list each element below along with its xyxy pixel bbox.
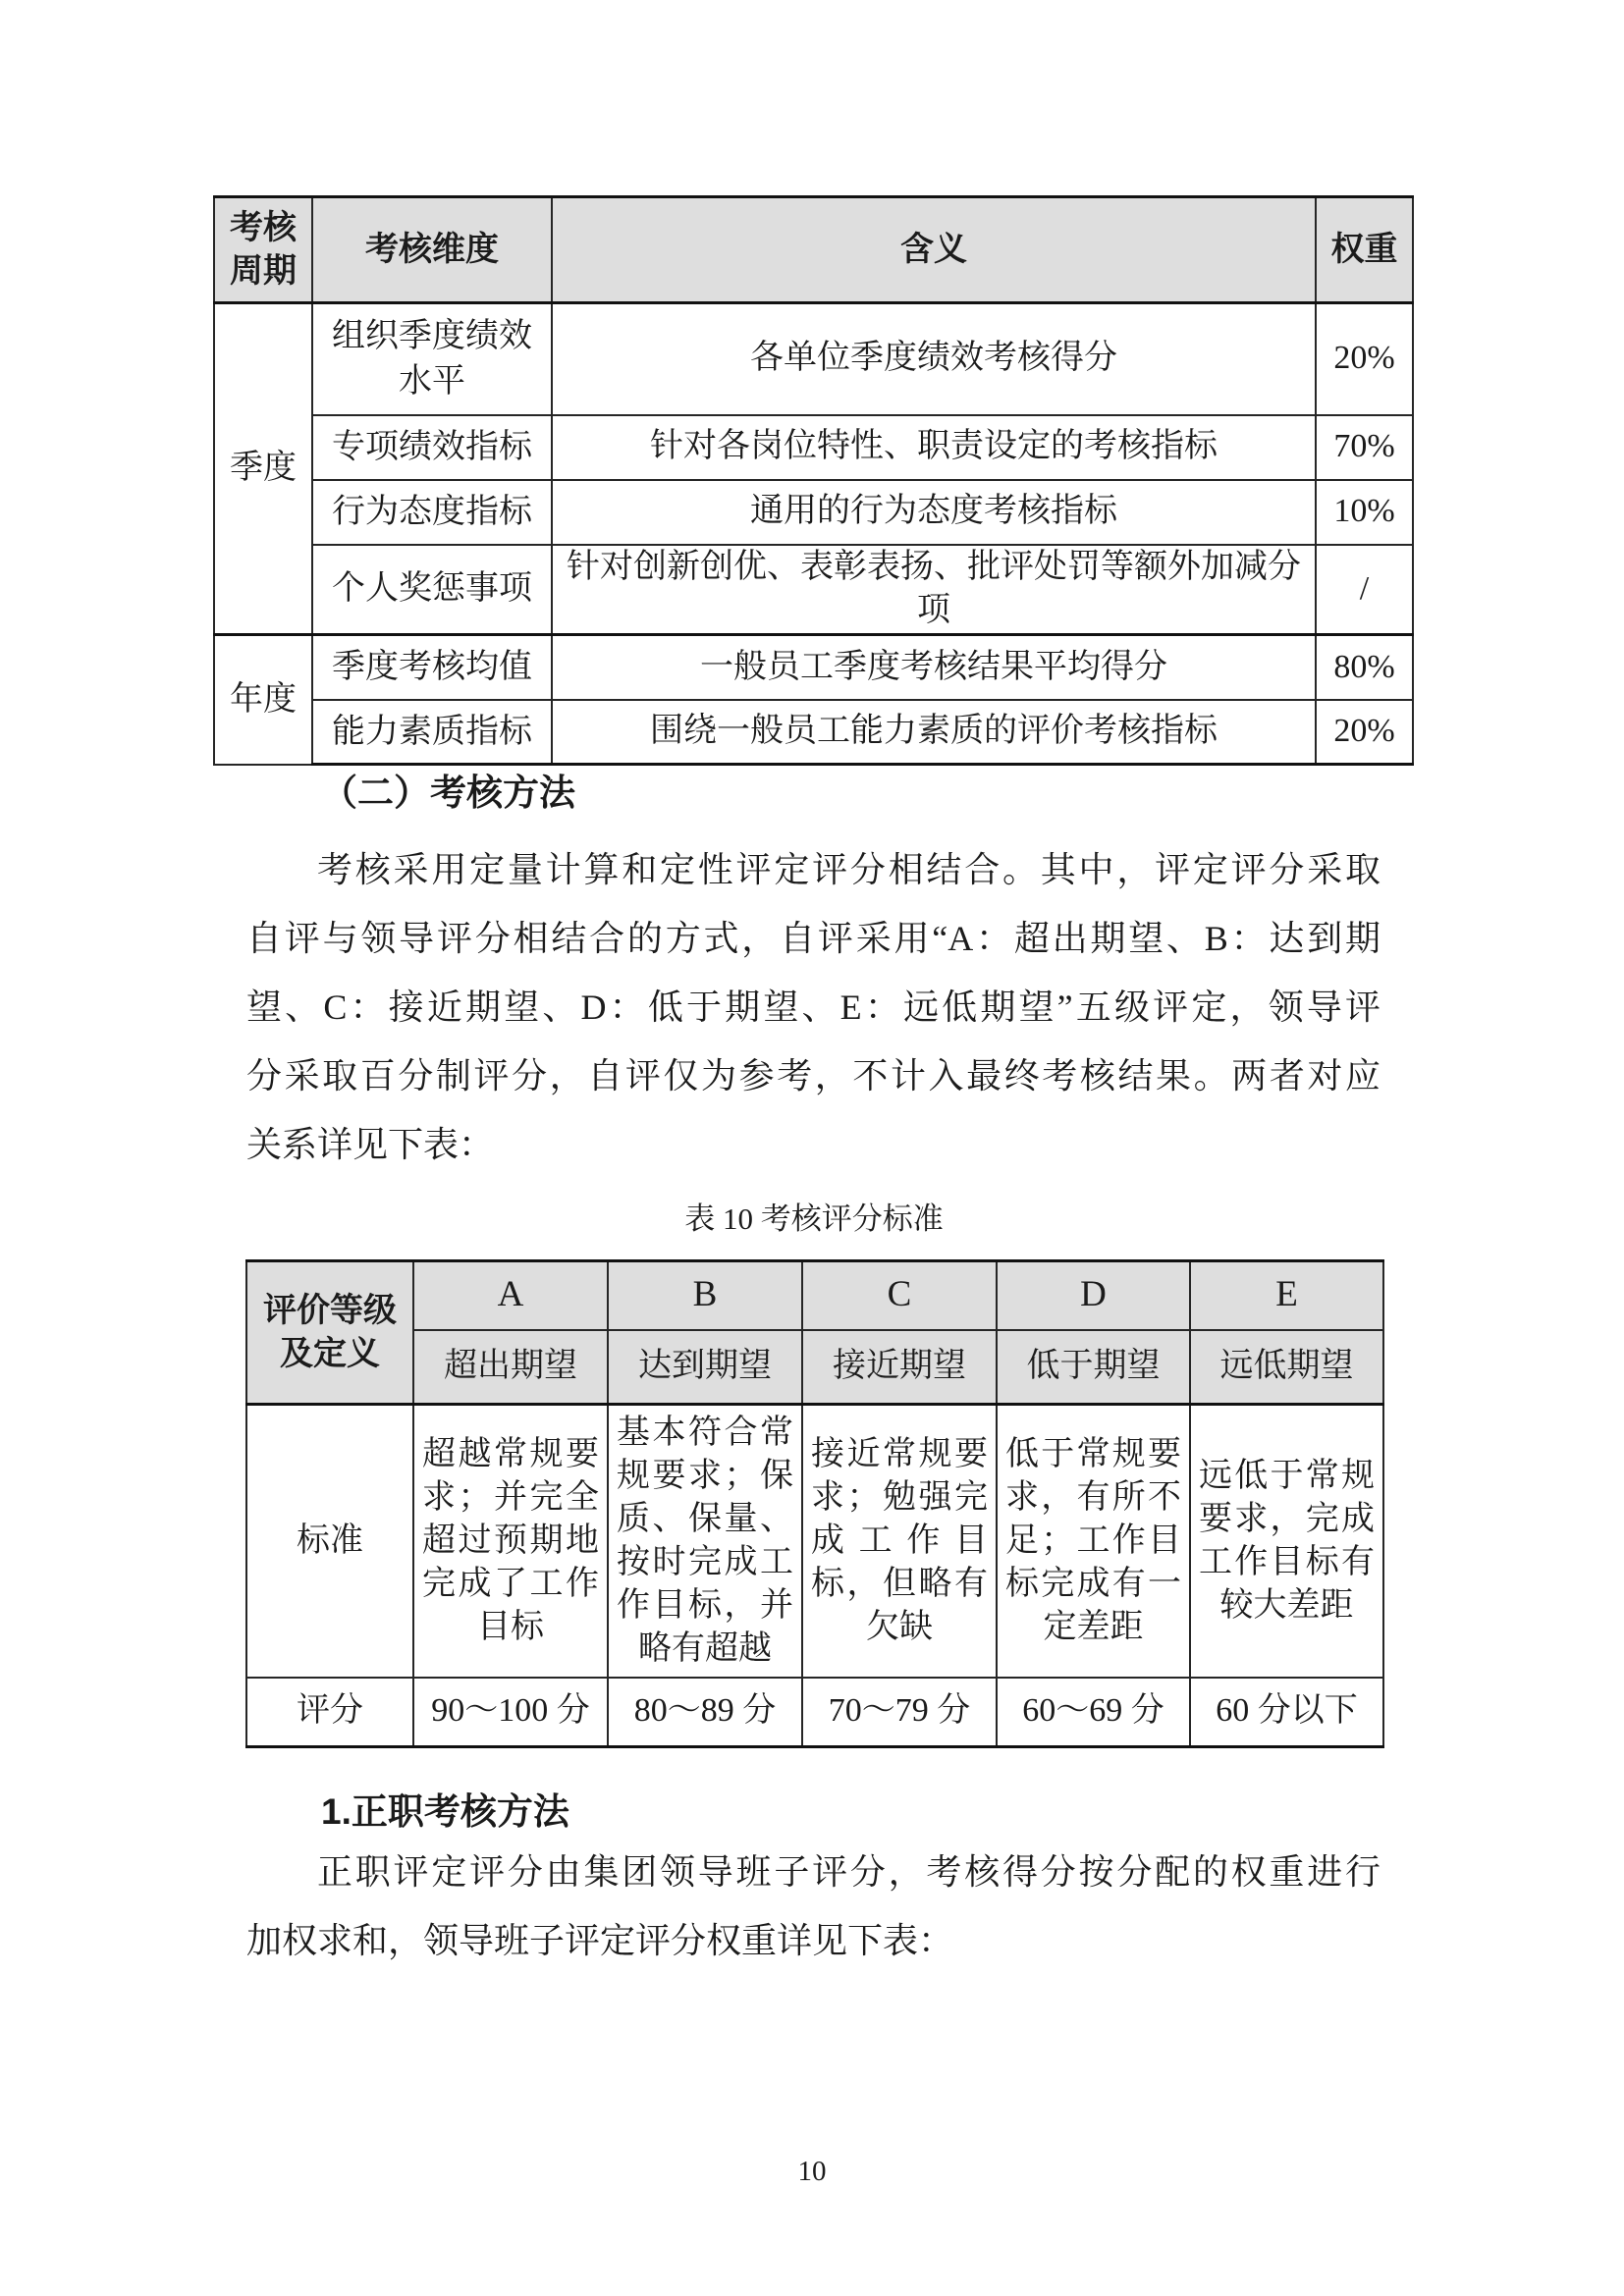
meaning-cell: 围绕一般员工能力素质的评价考核指标 bbox=[552, 700, 1316, 765]
table-row bbox=[214, 635, 1413, 700]
weight-cell: 80% bbox=[1316, 635, 1413, 700]
assessment-dimension-table bbox=[213, 195, 1414, 766]
grade-def-cell: 低于期望 bbox=[997, 1330, 1190, 1405]
page-number: 10 bbox=[797, 2156, 827, 2187]
cycle-quarter-cell: 季度 bbox=[214, 303, 312, 635]
table-row bbox=[214, 480, 1413, 545]
table-row bbox=[214, 415, 1413, 480]
grade-cell: B bbox=[608, 1261, 802, 1330]
paragraph-line: 考核采用定量计算和定性评定评分相结合。其中，评定评分采取 bbox=[317, 850, 1380, 889]
paragraph-line: 加权求和，领导班子评定评分权重详见下表： bbox=[246, 1921, 954, 1960]
header-meaning: 含义 bbox=[552, 197, 1316, 303]
table-row bbox=[214, 545, 1413, 635]
cycle-year-cell: 年度 bbox=[214, 635, 312, 765]
score-row bbox=[246, 1678, 1383, 1746]
score-cell: 60～69 分 bbox=[997, 1678, 1190, 1746]
dimension-cell: 能力素质指标 bbox=[312, 700, 552, 765]
weight-cell: 20% bbox=[1316, 303, 1413, 415]
table-row bbox=[214, 700, 1413, 765]
score-cell: 90～100 分 bbox=[413, 1678, 608, 1746]
standard-cell: 基本符合常规要求；保质、保量、按时完成工作目标，并略有超越 bbox=[608, 1405, 802, 1679]
score-cell: 60 分以下 bbox=[1190, 1678, 1383, 1746]
meaning-cell: 针对创新创优、表彰表扬、批评处罚等额外加减分项 bbox=[552, 545, 1316, 635]
header-cycle: 考核周期 bbox=[214, 197, 312, 303]
meaning-cell: 一般员工季度考核结果平均得分 bbox=[552, 635, 1316, 700]
dimension-cell: 专项绩效指标 bbox=[312, 415, 552, 480]
corner-header: 评价等级及定义 bbox=[246, 1261, 413, 1405]
weight-cell: 70% bbox=[1316, 415, 1413, 480]
grade-def-cell: 接近期望 bbox=[802, 1330, 997, 1405]
dimension-cell: 组织季度绩效水平 bbox=[312, 303, 552, 415]
grade-letter-row bbox=[246, 1261, 1383, 1330]
grade-def-cell: 远低期望 bbox=[1190, 1330, 1383, 1405]
score-label-cell: 评分 bbox=[246, 1678, 413, 1746]
grade-cell: E bbox=[1190, 1261, 1383, 1330]
dimension-cell: 个人奖惩事项 bbox=[312, 545, 552, 635]
table10-caption: 表 10 考核评分标准 bbox=[684, 1201, 944, 1236]
header-weight: 权重 bbox=[1316, 197, 1413, 303]
paragraph-line: 望、C：接近期望、D：低于期望、E：远低期望”五级评定，领导评 bbox=[246, 988, 1380, 1027]
score-cell: 80～89 分 bbox=[608, 1678, 802, 1746]
standard-cell: 超越常规要求；并完全超过预期地完成了工作目标 bbox=[413, 1405, 608, 1679]
grade-cell: D bbox=[997, 1261, 1190, 1330]
table1-header-row bbox=[214, 197, 1413, 303]
grade-cell: C bbox=[802, 1261, 997, 1330]
score-cell: 70～79 分 bbox=[802, 1678, 997, 1746]
weight-cell: 20% bbox=[1316, 700, 1413, 765]
weight-cell: / bbox=[1316, 545, 1413, 635]
method-paragraph bbox=[246, 835, 1380, 1179]
section-heading-principal-method: 1.正职考核方法 bbox=[321, 1791, 569, 1832]
paragraph-line: 关系详见下表： bbox=[246, 1125, 495, 1164]
dimension-cell: 行为态度指标 bbox=[312, 480, 552, 545]
section-heading-method: （二）考核方法 bbox=[321, 773, 575, 813]
standard-cell: 低于常规要求，有所不足；工作目标完成有一定差距 bbox=[997, 1405, 1190, 1679]
meaning-cell: 针对各岗位特性、职责设定的考核指标 bbox=[552, 415, 1316, 480]
grade-def-cell: 超出期望 bbox=[413, 1330, 608, 1405]
meaning-cell: 通用的行为态度考核指标 bbox=[552, 480, 1316, 545]
dimension-cell: 季度考核均值 bbox=[312, 635, 552, 700]
paragraph-line: 正职评定评分由集团领导班子评分，考核得分按分配的权重进行 bbox=[317, 1852, 1380, 1892]
table-row bbox=[214, 303, 1413, 415]
grade-definition-row bbox=[246, 1330, 1383, 1405]
meaning-cell: 各单位季度绩效考核得分 bbox=[552, 303, 1316, 415]
standard-row bbox=[246, 1405, 1383, 1679]
weight-cell: 10% bbox=[1316, 480, 1413, 545]
principal-method-paragraph bbox=[246, 1838, 1380, 1975]
grade-cell: A bbox=[413, 1261, 608, 1330]
grade-def-cell: 达到期望 bbox=[608, 1330, 802, 1405]
standard-cell: 接近常规要求；勉强完成工作目标，但略有欠缺 bbox=[802, 1405, 997, 1679]
standard-cell: 远低于常规要求，完成工作目标有较大差距 bbox=[1190, 1405, 1383, 1679]
standard-label-cell: 标准 bbox=[246, 1405, 413, 1679]
paragraph-line: 自评与领导评分相结合的方式，自评采用“A：超出期望、B：达到期 bbox=[246, 919, 1380, 958]
header-dimension: 考核维度 bbox=[312, 197, 552, 303]
paragraph-line: 分采取百分制评分，自评仅为参考，不计入最终考核结果。两者对应 bbox=[246, 1056, 1380, 1095]
scoring-standard-table bbox=[245, 1259, 1384, 1748]
